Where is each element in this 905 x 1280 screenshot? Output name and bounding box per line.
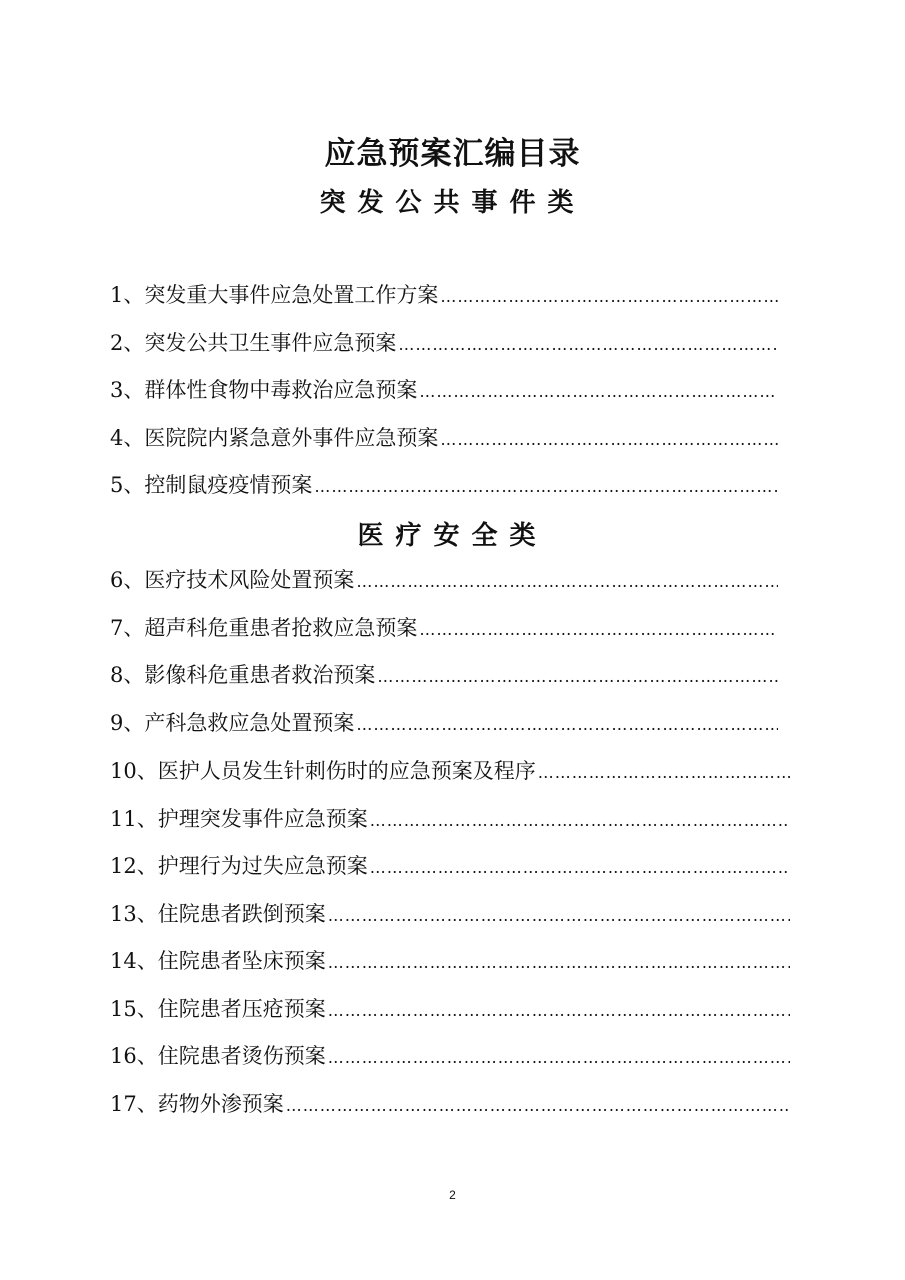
dot-leader: [328, 987, 790, 1034]
toc-entry-separator: 、: [136, 759, 158, 783]
toc-entry-separator: 、: [136, 806, 158, 831]
toc-entry-separator: 、: [123, 378, 145, 402]
document-title: 应急预案汇编目录: [324, 136, 581, 172]
dot-leader: [328, 939, 790, 986]
toc-entry-separator: 、: [136, 949, 158, 973]
toc-entry-number: 14: [110, 949, 137, 973]
toc-entry-title: 突发重大事件应急处置工作方案: [144, 283, 439, 307]
toc-entry[interactable]: [110, 1033, 790, 1081]
toc-entry[interactable]: [110, 891, 790, 939]
toc-entry-title: 影像科危重患者救治预案: [144, 663, 376, 687]
toc-entry-separator: 、: [123, 283, 145, 307]
toc-entry[interactable]: [110, 320, 778, 368]
toc-list-medical-safety-continued: [110, 748, 790, 1128]
toc-entry-separator: 、: [136, 1091, 158, 1116]
toc-entry[interactable]: [110, 557, 778, 605]
toc-entry[interactable]: [110, 843, 790, 891]
toc-entry-number: 15: [110, 996, 137, 1021]
toc-entry-title: 住院患者坠床预案: [157, 949, 326, 973]
toc-entry-separator: 、: [136, 854, 158, 878]
toc-list-medical-safety: [110, 557, 778, 747]
dot-leader: [370, 844, 790, 891]
toc-entry[interactable]: [110, 605, 778, 653]
dot-leader: [314, 463, 778, 510]
dot-leader: [419, 368, 778, 415]
dot-leader: [328, 1034, 790, 1081]
toc-entry-number: 12: [110, 854, 137, 878]
toc-entry-number: 16: [110, 1044, 137, 1068]
toc-entry[interactable]: [110, 272, 778, 320]
toc-entry-separator: 、: [123, 425, 145, 450]
toc-entry-title: 医护人员发生针刺伤时的应急预案及程序: [157, 759, 536, 783]
dot-leader: [538, 749, 790, 796]
toc-entry[interactable]: [110, 415, 778, 463]
toc-entry-title: 护理突发事件应急预案: [157, 806, 368, 831]
toc-entry-separator: 、: [136, 1044, 158, 1068]
dot-leader: [286, 1082, 790, 1129]
toc-entry[interactable]: [110, 652, 778, 700]
toc-entry[interactable]: [110, 367, 778, 415]
toc-entry-number: 5: [110, 473, 124, 497]
toc-entry[interactable]: [110, 796, 790, 844]
dot-leader: [356, 701, 778, 748]
toc-entry[interactable]: [110, 462, 778, 510]
dot-leader: [370, 797, 790, 844]
toc-entry-title: 突发公共卫生事件应急预案: [144, 330, 397, 355]
toc-entry-separator: 、: [123, 615, 145, 640]
toc-entry-title: 控制鼠疫疫情预案: [144, 473, 313, 497]
toc-entry-title: 药物外渗预案: [157, 1091, 284, 1116]
toc-entry-separator: 、: [123, 663, 145, 687]
toc-entry-separator: 、: [136, 901, 158, 926]
toc-entry-separator: 、: [123, 710, 145, 735]
toc-entry-separator: 、: [123, 330, 145, 355]
toc-entry-title: 医疗技术风险处置预案: [144, 568, 355, 592]
toc-entry-number: 3: [110, 378, 124, 402]
toc-entry-number: 8: [110, 663, 124, 687]
toc-entry-separator: 、: [123, 568, 145, 592]
toc-entry[interactable]: [110, 1081, 790, 1129]
dot-leader: [398, 321, 778, 368]
toc-entry-separator: 、: [123, 473, 145, 497]
toc-entry-title: 产科急救应急处置预案: [144, 710, 355, 735]
toc-entry-number: 6: [110, 568, 124, 592]
toc-entry-title: 住院患者烫伤预案: [157, 1044, 326, 1068]
toc-entry-number: 7: [110, 615, 124, 640]
section-heading-medical-safety: 医疗安全类: [357, 521, 548, 551]
dot-leader: [419, 606, 778, 653]
dot-leader: [440, 273, 778, 320]
toc-entry-number: 2: [110, 330, 124, 355]
dot-leader: [440, 416, 778, 463]
toc-entry-number: 4: [110, 425, 124, 450]
toc-entry-title: 护理行为过失应急预案: [157, 854, 368, 878]
toc-entry-title: 超声科危重患者抢救应急预案: [144, 615, 418, 640]
toc-entry-title: 医院院内紧急意外事件应急预案: [144, 425, 439, 450]
toc-entry-number: 10: [110, 759, 137, 783]
toc-entry-number: 17: [110, 1091, 137, 1116]
dot-leader: [356, 558, 778, 605]
section-heading-public-events: 突发公共事件类: [319, 188, 586, 218]
toc-entry-separator: 、: [136, 996, 158, 1021]
toc-entry-title: 住院患者跌倒预案: [157, 901, 326, 926]
toc-entry-number: 9: [110, 710, 124, 735]
toc-entry-number: 1: [110, 283, 124, 307]
toc-list-public-events: [110, 272, 778, 510]
toc-entry-title: 群体性食物中毒救治应急预案: [144, 378, 418, 402]
toc-entry-number: 13: [110, 901, 137, 926]
toc-entry-title: 住院患者压疮预案: [157, 996, 326, 1021]
toc-entry[interactable]: [110, 938, 790, 986]
dot-leader: [328, 892, 790, 939]
toc-entry[interactable]: [110, 700, 778, 748]
dot-leader: [377, 653, 778, 700]
page-number: 2: [449, 1188, 456, 1202]
toc-entry[interactable]: [110, 748, 790, 796]
toc-entry-number: 11: [110, 806, 137, 831]
toc-entry[interactable]: [110, 986, 790, 1034]
